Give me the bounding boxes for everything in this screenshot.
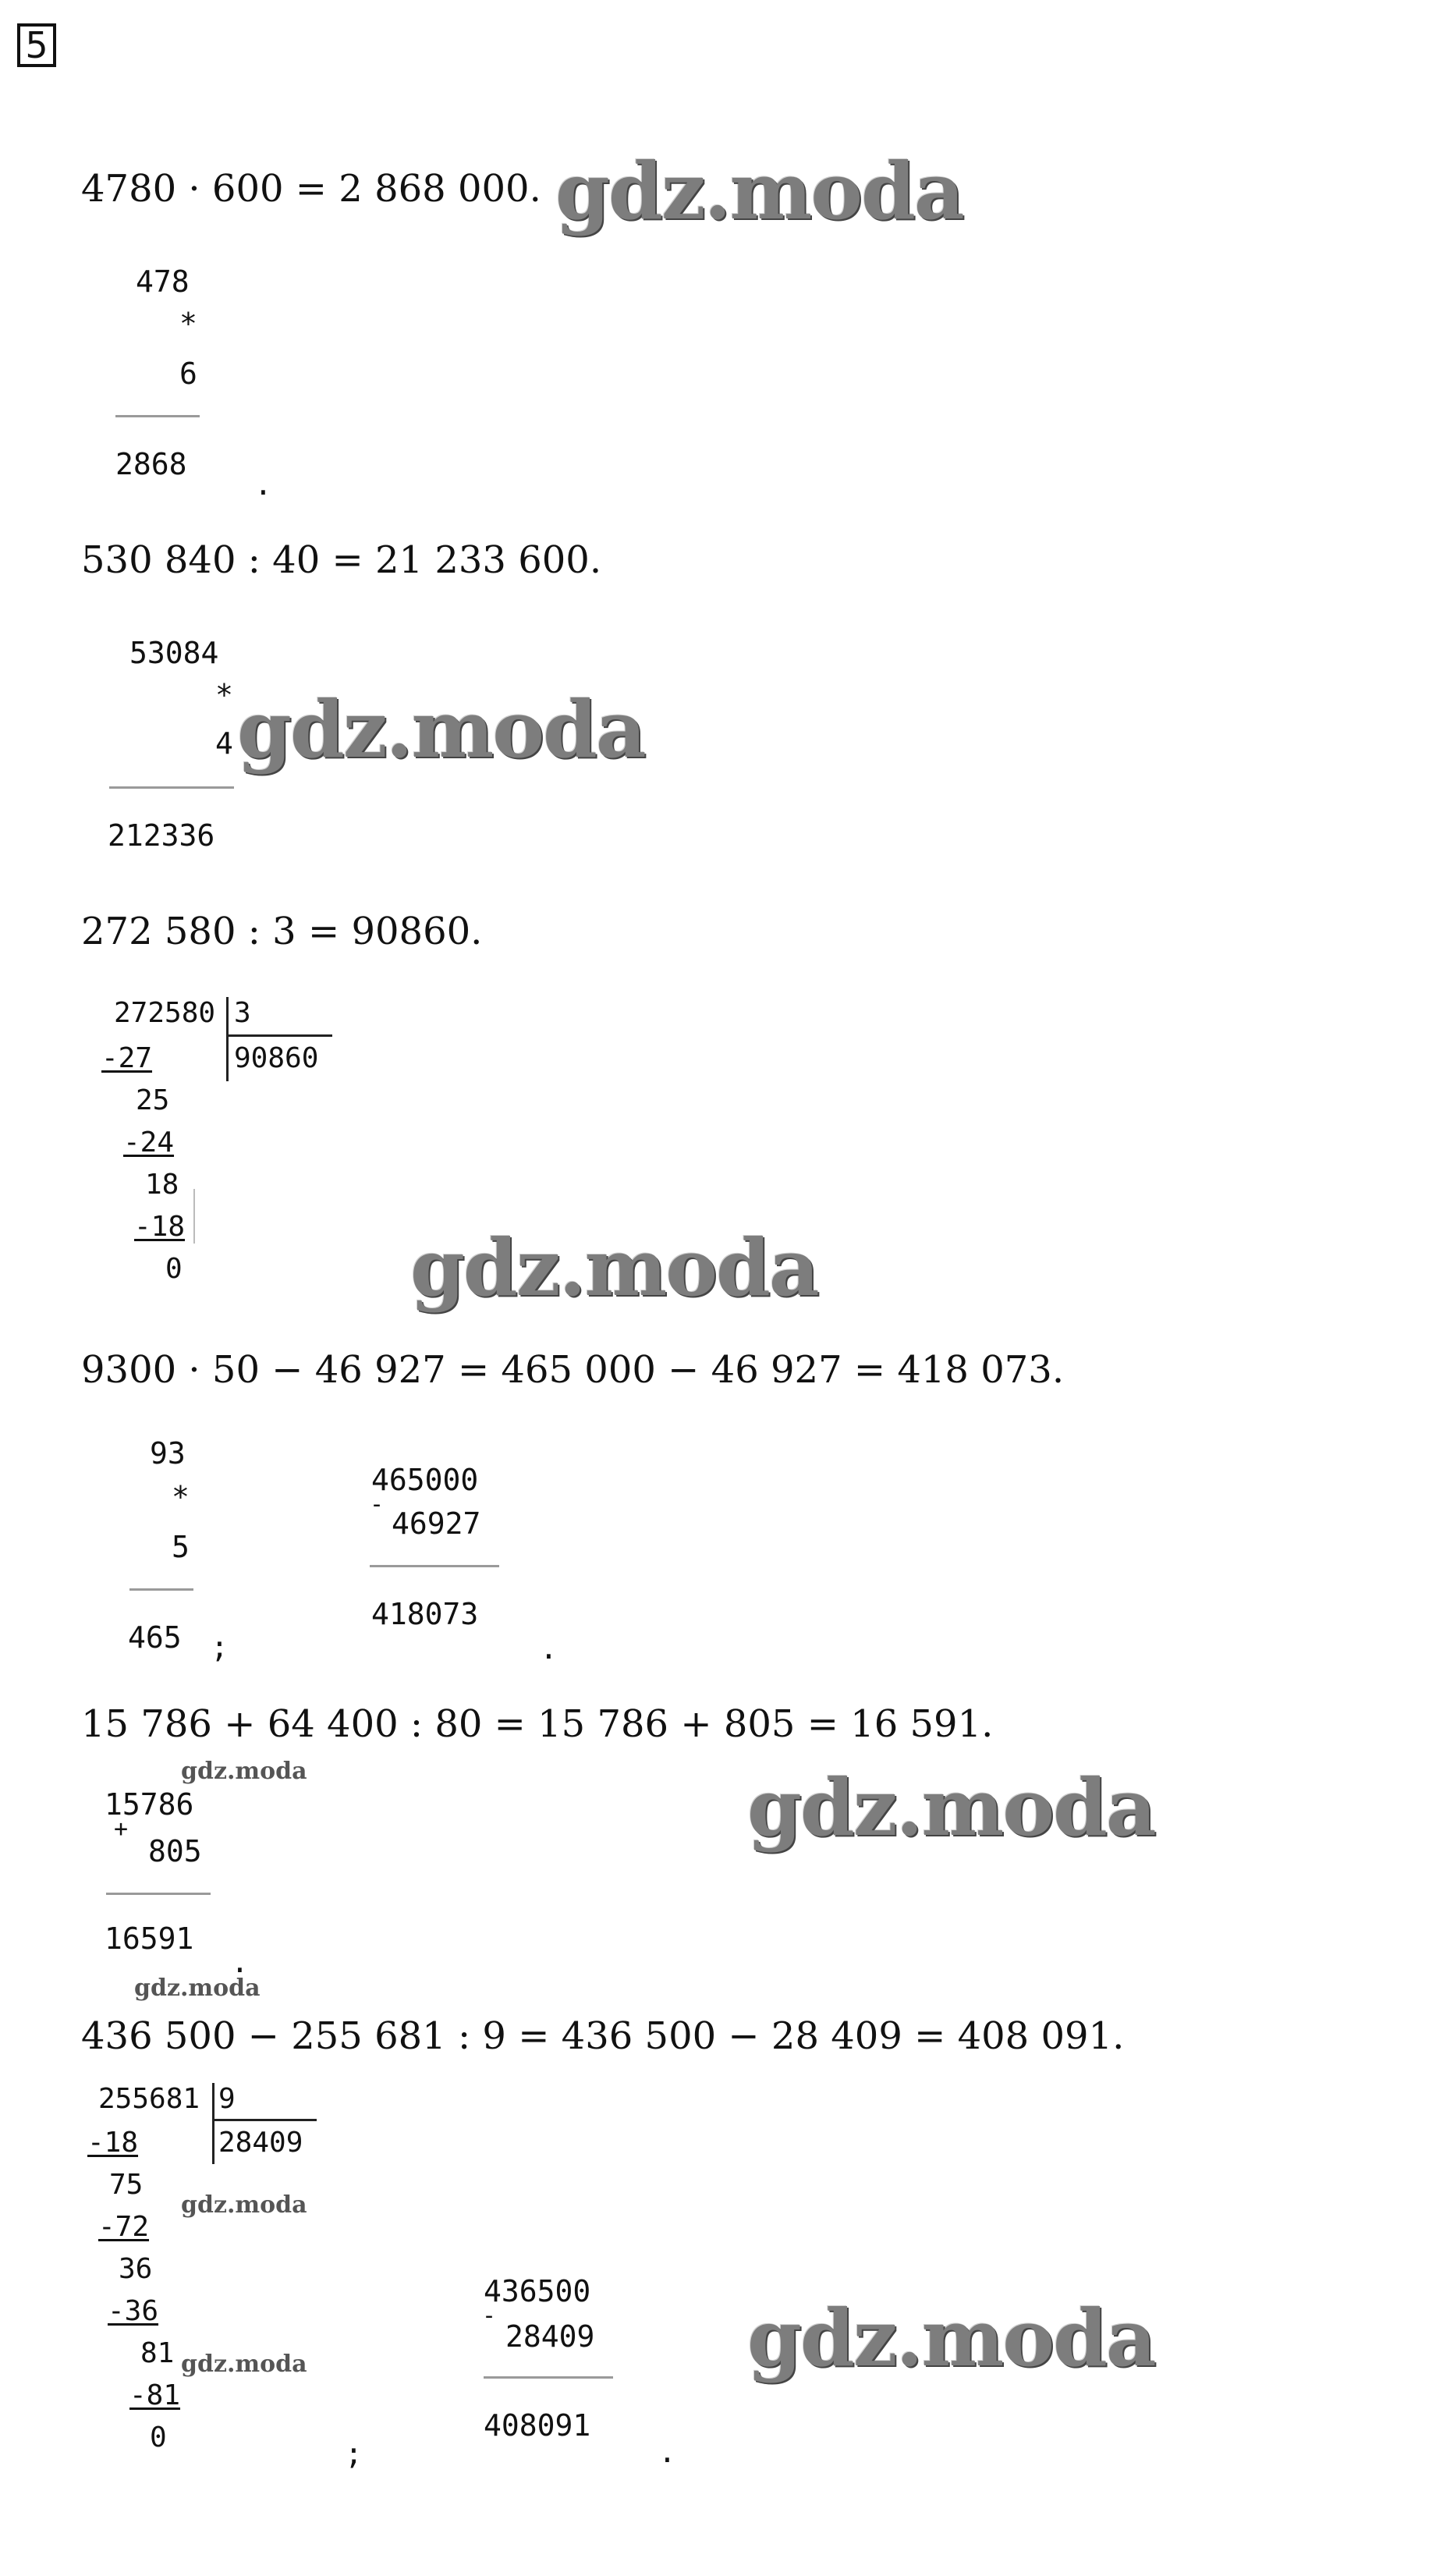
addend-b: 805: [148, 1834, 202, 1868]
division-step: 0: [165, 1253, 183, 1285]
addend-a: 15786: [105, 1787, 194, 1822]
division-step: -72: [98, 2211, 150, 2243]
divisor: 3: [234, 997, 251, 1029]
watermark-small: gdz.moda: [181, 2191, 307, 2219]
sum: 16591: [105, 1921, 194, 1956]
factor-b: 4: [215, 726, 233, 761]
difference: 408091: [484, 2408, 591, 2443]
product: 465: [128, 1620, 182, 1655]
multiply-sign: *: [179, 307, 197, 341]
dividend: 272580: [114, 997, 216, 1029]
quotient-line: [226, 1034, 332, 1037]
result-line: [370, 1565, 499, 1567]
division-step: -18: [134, 1211, 186, 1243]
watermark: gdz.moda: [237, 683, 645, 775]
end-mark: ;: [345, 2436, 363, 2471]
watermark: gdz.moda: [747, 2292, 1155, 2384]
watermark-small: gdz.moda: [134, 1975, 261, 2002]
quotient-line: [212, 2119, 317, 2121]
result-line: [129, 1588, 193, 1591]
divisor: 9: [218, 2083, 236, 2115]
equation-2: 530 840 : 40 = 21 233 600.: [81, 538, 602, 582]
equation-1: 4780 · 600 = 2 868 000.: [81, 167, 541, 211]
watermark-small: gdz.moda: [181, 2351, 307, 2378]
division-step: 25: [136, 1084, 170, 1116]
dividend: 255681: [98, 2083, 200, 2115]
watermark: gdz.moda: [410, 1222, 818, 1314]
result-line: [109, 786, 234, 789]
division-step: -36: [108, 2295, 159, 2327]
quotient: 28409: [218, 2127, 303, 2159]
result-line: [115, 415, 200, 417]
division-step: -24: [123, 1127, 175, 1158]
minuend: 465000: [371, 1463, 479, 1497]
division-step: 0: [150, 2422, 167, 2454]
decorative-bracket: [193, 1189, 195, 1244]
division-bar: [226, 997, 229, 1081]
task-number-badge: 5: [17, 23, 56, 67]
end-mark: .: [231, 1945, 249, 1979]
result-line: [484, 2376, 613, 2379]
equation-6: 436 500 − 255 681 : 9 = 436 500 − 28 409 = 408 091.: [81, 2014, 1125, 2058]
minus-sign: -: [370, 1491, 385, 1518]
end-mark: .: [658, 2435, 676, 2469]
division-step: -18: [87, 2127, 139, 2159]
quotient: 90860: [234, 1042, 319, 1074]
factor-a: 478: [136, 264, 190, 299]
subtrahend: 28409: [505, 2319, 595, 2354]
division-step: 18: [145, 1169, 179, 1201]
division-step: -27: [101, 1042, 153, 1074]
plus-sign: +: [114, 1815, 129, 1843]
end-mark: .: [540, 1631, 558, 1666]
equation-5: 15 786 + 64 400 : 80 = 15 786 + 805 = 16 591.: [81, 1702, 994, 1746]
factor-b: 6: [179, 357, 197, 391]
watermark-small: gdz.moda: [181, 1758, 307, 1785]
watermark: gdz.moda: [747, 1762, 1155, 1854]
division-step: 36: [119, 2253, 153, 2285]
equation-4: 9300 · 50 − 46 927 = 465 000 − 46 927 = 418 073.: [81, 1348, 1065, 1392]
division-step: -81: [129, 2379, 181, 2411]
difference: 418073: [371, 1597, 479, 1631]
factor-a: 93: [150, 1436, 186, 1471]
multiply-sign: *: [172, 1480, 190, 1514]
end-mark: ;: [211, 1630, 229, 1664]
division-step: 75: [109, 2169, 144, 2201]
division-bar: [212, 2083, 214, 2164]
division-step: 81: [140, 2337, 175, 2369]
equation-3: 272 580 : 3 = 90860.: [81, 910, 483, 953]
product: 2868: [115, 447, 187, 481]
minus-sign: -: [482, 2302, 497, 2329]
end-mark: .: [254, 467, 272, 502]
subtrahend: 46927: [392, 1506, 481, 1541]
minuend: 436500: [484, 2274, 591, 2308]
product: 212336: [108, 818, 215, 853]
result-line: [106, 1893, 211, 1895]
factor-a: 53084: [129, 636, 219, 670]
multiply-sign: *: [215, 678, 233, 712]
factor-b: 5: [172, 1530, 190, 1564]
watermark: gdz.moda: [555, 145, 963, 237]
